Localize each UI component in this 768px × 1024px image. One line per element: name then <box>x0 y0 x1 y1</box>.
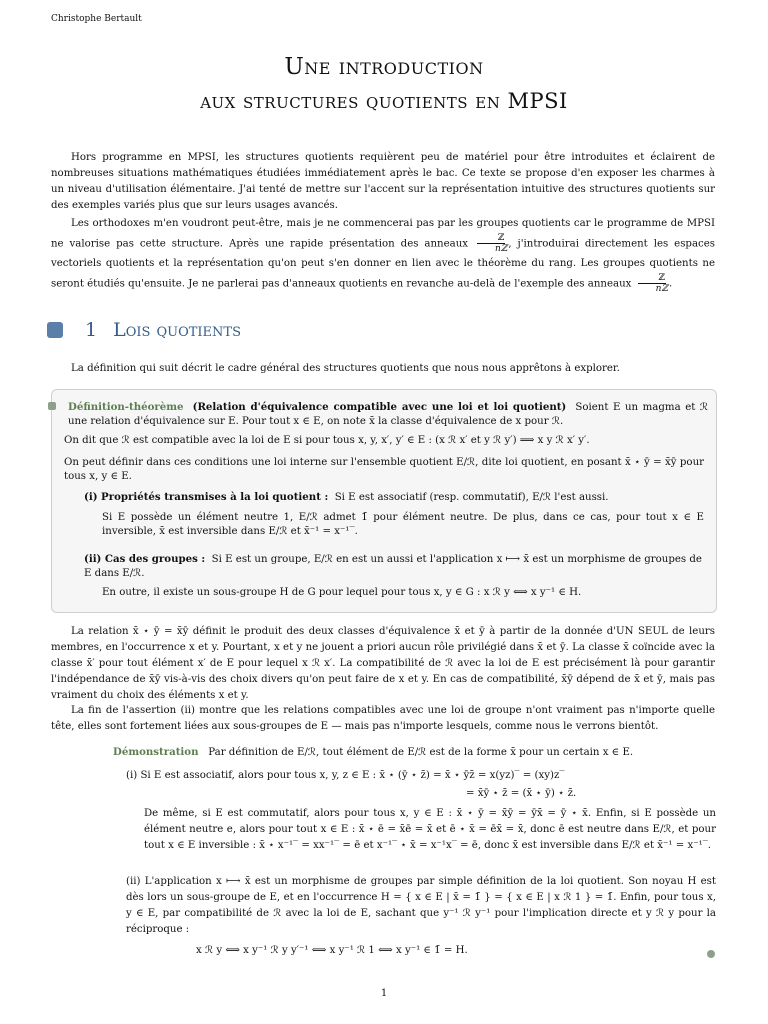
definition-marker-icon <box>48 402 56 410</box>
title-line-2: aux structures quotients en MPSI <box>200 89 568 113</box>
title-line-1: Une introduction <box>284 54 484 80</box>
section-lead: La définition qui suit décrit le cadre général des structures quotients que nous nous apprêtons à explorer. <box>71 363 620 374</box>
demonstration-label: Démonstration <box>113 746 199 758</box>
intro-paragraph-1: Hors programme en MPSI, les structures quotients requièrent peu de matériel pour être introduites et éclairent de nombreuses situations mathématiques étudiées immédiatement après le bac. Ce texte se propose d'en exposer les charmes à un niveau d'utilisation élémentaire. J'ai tenté de mettre sur l'accent sur la représentation intuitive des structures quotients sur des exemples variés plus que sur leurs usages avancés. <box>51 152 715 211</box>
author-header: Christophe Bertault <box>51 14 142 24</box>
item-1-label: (i) Propriétés transmises à la loi quotient : <box>84 491 329 503</box>
intro-paragraph-2 <box>51 214 715 294</box>
section-square-icon <box>47 322 63 338</box>
definition-item-1 <box>84 490 704 505</box>
section-title: Lois quotients <box>113 319 241 341</box>
fraction-z-nz: $\frac{\text{ℤ}}{\text{nℤ}}$ <box>475 233 507 254</box>
intro-p2-part-c: . <box>669 278 673 290</box>
end-of-proof-icon <box>707 950 715 958</box>
fraction-z-nz-2: $\frac{\text{ℤ}}{\text{nℤ}}$ <box>636 273 668 294</box>
definition-item-2 <box>84 552 704 581</box>
demo-ii-chain: x ℛ y ⟺ x y⁻¹ ℛ y y′⁻¹ ⟺ x y⁻¹ ℛ 1 ⟺ x y⁻¹ ∈ 1̄ = H. <box>196 945 468 956</box>
definition-label: Définition-théorème <box>68 401 184 413</box>
definition-line-3: On peut définir dans ces conditions une loi interne sur l'ensemble quotient E/ℛ, dite loi quotient, en posant x̄ ⋆ ȳ = x̄ȳ pour tous x, y ∈ E. <box>64 457 704 482</box>
definition-item-1-more: Si E possède un élément neutre 1, E/ℛ admet 1̄ pour élément neutre. De plus, dans ce cas, pour tout x ∈ E inversible, x̄ est inversible dans E/ℛ et x̄⁻¹ = x⁻¹‾. <box>102 512 704 537</box>
definition-item-2-more: En outre, il existe un sous-groupe H de G pour lequel pour tous x, y ∈ G : x ℛ y ⟺ x y⁻¹ ∈ H. <box>102 587 582 598</box>
demo-i-line-3: De même, si E est commutatif, alors pour tous x, y ∈ E : x̄ ⋆ ȳ = x̄ȳ = ȳx̄ = ȳ ⋆ x̄. Enfin, si E possède un élément neutre e, alors pour tout x ∈ E : x̄ ⋆ ē = x̄ē = x̄ et ē ⋆ x̄ = ēx̄ = x̄, donc ē est neutre dans E/ℛ, et pour tout x ∈ E inversible : x̄ ⋆ x⁻¹‾ = xx⁻¹‾ = ē et x⁻¹‾ ⋆ x̄ = x⁻¹x‾ = ē, donc x̄ est inversible dans E/ℛ et x̄⁻¹ = x⁻¹‾. <box>144 808 716 851</box>
demo-i-line-1: (i) Si E est associatif, alors pour tous x, y, z ∈ E : x̄ ⋆ (ȳ ⋆ z̄) = x̄ ⋆ ȳz̄ = x(yz)‾ = (xy)z‾ <box>126 770 565 781</box>
definition-intro <box>68 400 708 429</box>
item-2-text: Si E est un groupe, E/ℛ en est un aussi et l'application x ⟼ x̄ est un morphisme de groupes de E dans E/ℛ. <box>84 554 702 579</box>
definition-heading: (Relation d'équivalence compatible avec une loi et loi quotient) <box>192 401 567 413</box>
demo-ii-line-1: (ii) L'application x ⟼ x̄ est un morphisme de groupes par simple définition de la loi quotient. Son noyau H est dès lors un sous-groupe de E, et en l'occurrence H = { x ∈ E | x̄ = 1̄ } = { x ∈ E | x ℛ 1 } = 1̄. Enfin, pour tous x, y ∈ E, par compatibilité de ℛ avec la loi de E, sachant que y⁻¹ ℛ y⁻¹ pour l'implication directe et y ℛ y pour la réciproque : <box>126 876 716 935</box>
body-paragraph-3: La relation x̄ ⋆ ȳ = x̄ȳ définit le produit des deux classes d'équivalence x̄ et ȳ à partir de la donnée d'UN SEUL de leurs membres, en l'occurrence x et y. Pourtant, x et y ne jouent a priori aucun rôle privilégié dans x̄ et ȳ. La classe x̄ coïncide avec la classe x̄′ pour tout élément x′ de E pour lequel x ℛ x′. La compatibilité de ℛ avec la loi de E est précisément là pour garantir l'indépendance de x̄ȳ vis-à-vis des choix divers qu'on peut faire de x et y. En cas de compatibilité, x̄ȳ dépend de x̄ et ȳ, mais pas vraiment du choix des éléments x et y. <box>51 626 715 701</box>
page-number: 1 <box>380 988 388 999</box>
section-heading <box>47 318 241 342</box>
demonstration-intro <box>113 744 713 761</box>
intro-p2-part-b: , j'introduirai directement les espaces vectoriels quotients et la représentation qu'on peut s'en donner en lien avec le théorème du rang. Les groupes quotients ne seront étudiés qu'ensuite. Je ne parlerai pas d'anneaux quotients en revanche au-delà de l'exemple des anneaux <box>51 238 715 290</box>
item-1-text: Si E est associatif (resp. commutatif), E/ℛ l'est aussi. <box>334 492 609 503</box>
definition-box <box>51 389 717 613</box>
body-paragraph-4: La fin de l'assertion (ii) montre que les relations compatibles avec une loi de groupe n'ont vraiment pas n'importe quelle tête, elles sont fortement liées aux sous-groupes de E — mais pas n'importe lesquels, comme nous le verrons bientôt. <box>51 705 715 732</box>
intro-p2-part-a: Les orthodoxes m'en voudront peut-être, mais je ne commencerai pas par les groupes quotients car le programme de MPSI ne valorise pas cette structure. Après une rapide présentation des anneaux <box>51 218 715 250</box>
definition-line-1: Soient E un magma et ℛ une relation d'équivalence sur E. Pour tout x ∈ E, on note x̄ la classe d'équivalence de x pour ℛ. <box>68 402 708 427</box>
section-number: 1 <box>85 319 98 341</box>
demonstration-intro-text: Par définition de E/ℛ, tout élément de E/ℛ est de la forme x̄ pour un certain x ∈ E. <box>208 747 634 758</box>
definition-line-2: On dit que ℛ est compatible avec la loi de E si pour tous x, y, x′, y′ ∈ E : (x ℛ x′ et y ℛ y′) ⟹ x y ℛ x′ y′. <box>64 435 590 446</box>
item-2-label: (ii) Cas des groupes : <box>84 553 206 565</box>
demo-i-line-2: = x̄ȳ ⋆ z̄ = (x̄ ⋆ ȳ) ⋆ z̄. <box>466 788 577 799</box>
